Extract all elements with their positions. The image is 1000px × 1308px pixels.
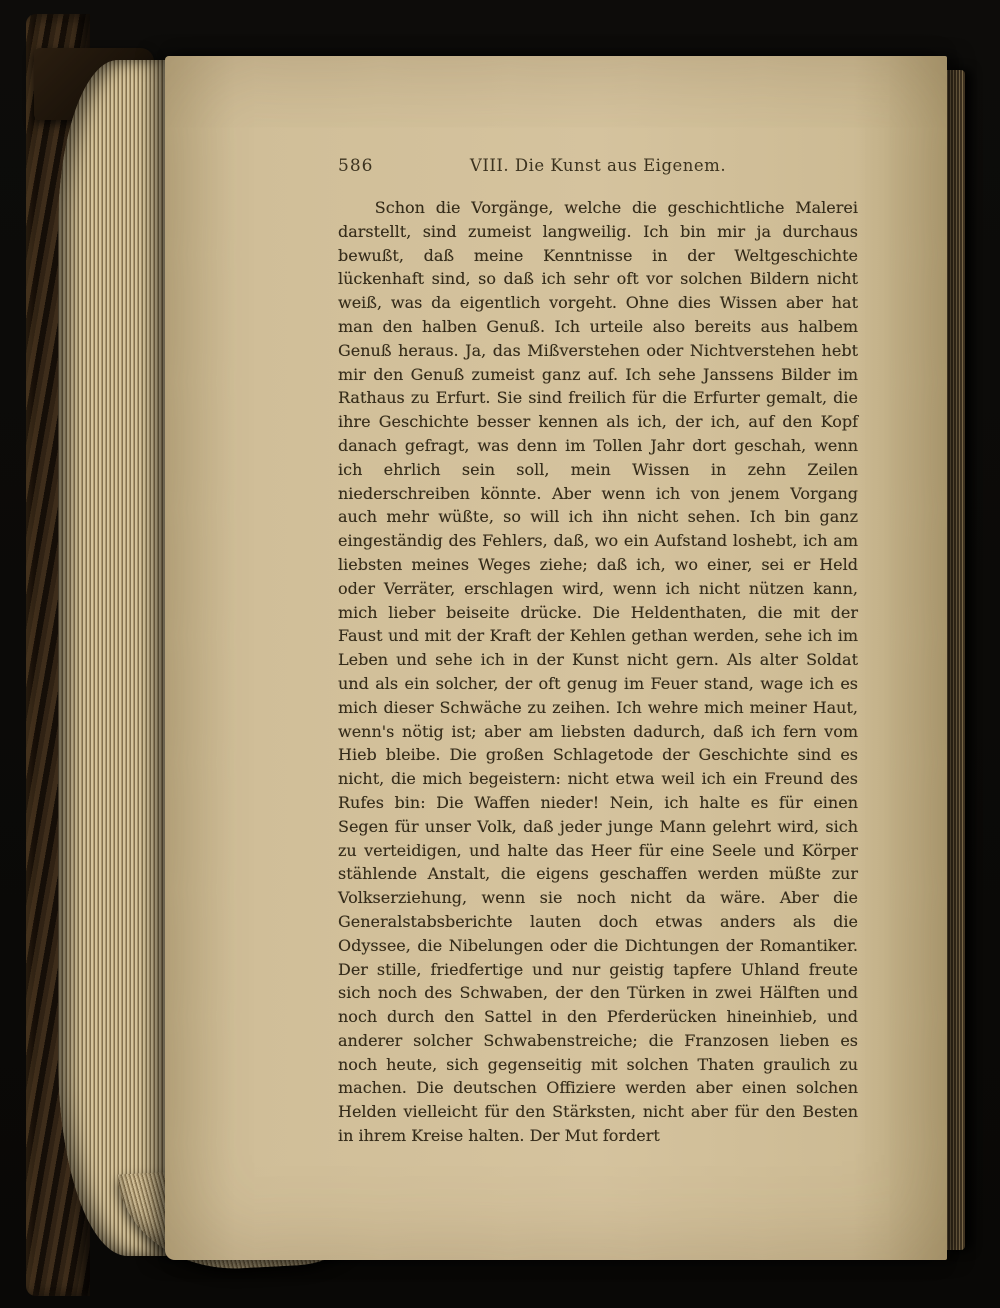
book-page [165, 56, 947, 1260]
page-number: 586 [338, 156, 374, 176]
body-text: Schon die Vorgänge, welche die geschichtliche Malerei darstellt, sind zumeist langweilig. Ich bin mir ja durchaus bewußt, daß meine Kenntnisse in der Weltgeschichte lückenhaft sind, so daß ich sehr oft vor solchen Bildern nicht weiß, was da eigentlich vorgeht. Ohne dies Wissen aber hat man den halben Genuß. Ich urteile also bereits aus halbem Genuß heraus. Ja, das Mißverstehen oder Nichtverstehen hebt mir den Genuß zumeist ganz auf. Ich sehe Janssens Bilder im Rathaus zu Erfurt. Sie sind freilich für die Erfurter gemalt, die ihre Geschichte besser kennen als ich, der ich, auf den Kopf danach gefragt, was denn im Tollen Jahr dort geschah, wenn ich ehrlich sein soll, mein Wissen in zehn Zeilen niederschreiben könnte. Aber wenn ich von jenem Vorgang auch mehr wüßte, so will ich ihn nicht sehen. Ich bin ganz eingeständig des Fehlers, daß, wo ein Aufstand loshebt, ich am liebsten meines Weges ziehe; daß ich, wo einer, sei er Held oder Verräter, erschlagen wird, wenn ich nicht nützen kann, mich lieber beiseite drücke. Die Heldenthaten, die mit der Faust und mit der Kraft der Kehlen gethan werden, sehe ich im Leben und sehe ich in der Kunst nicht gern. Als alter Soldat und als ein solcher, der oft genug im Feuer stand, wage ich es mich dieser Schwäche zu zeihen. Ich wehre mich meiner Haut, wenn's nötig ist; aber am liebsten dadurch, daß ich fern vom Hieb bleibe. Die großen Schlagetode der Geschichte sind es nicht, die mich begeistern: nicht etwa weil ich ein Freund des Rufes bin: Die Waffen nieder! Nein, ich halte es für einen Segen für unser Volk, daß jeder junge Mann gelehrt wird, sich zu verteidigen, und halte das Heer für eine Seele und Körper stählende Anstalt, die eigens geschaffen werden müßte zur Volkserziehung, wenn sie noch nicht da wäre. Aber die Generalstabsberichte lauten doch etwas anders als die Odyssee, die Nibelungen oder die Dichtungen der Romantiker. Der stille, friedfertige und nur geistig tapfere Uhland freute sich noch des Schwaben, der den Türken in zwei Hälften und noch durch den Sattel in den Pferderücken hineinhieb, und anderer solcher Schwabenstreiche; die Franzosen lieben es noch heute, sich gegenseitig mit solchen Thaten graulich zu machen. Die deutschen Offiziere werden aber einen solchen Helden vielleicht für den Stärksten, nicht aber für den Besten in ihrem Kreise halten. Der Mut fordert [338, 198, 858, 1146]
page-header-row [338, 156, 858, 182]
right-page-edges [947, 70, 965, 1250]
running-header: VIII. Die Kunst aus Eigenem. [469, 156, 727, 175]
text-column [338, 156, 858, 1148]
